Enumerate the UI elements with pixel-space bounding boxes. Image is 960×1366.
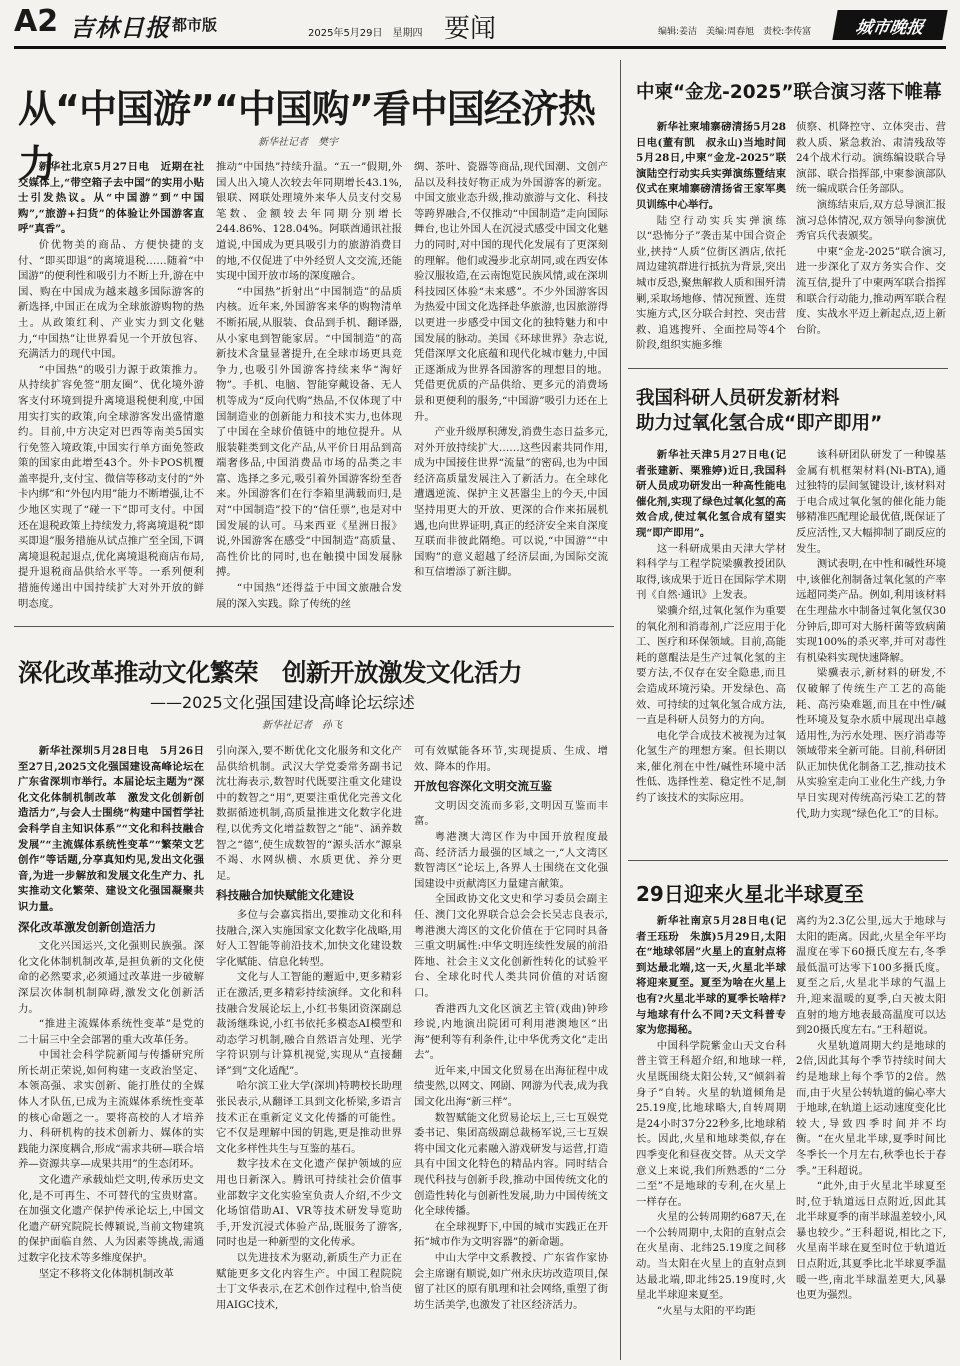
paragraph: 文化遗产承载灿烂文明,传承历史文化,是不可再生、不可替代的宝贵财富。在加强文化遗产保护传承论坛上,中国文化遗产研究院院长傅颖说,当前文物建筑的保护面临自然、人为因素等挑战,需通过数字化技术等多维度保护。: [18, 1174, 204, 1264]
paragraph: 梁骥介绍,过氧化氢作为重要的氧化剂和消毒剂,广泛应用于化工、医疗和环保领域。目前,高能耗的蒽醌法是生产过氧化氢的主要方法,不仅存在安全隐患,而且会造成环境污染。开发绿色、高效、可持续的过氧化氢合成方法,一直是科研人员努力的方向。: [636, 604, 786, 727]
paragraph: 多位与会嘉宾指出,要推动文化和科技融合,深入实施国家文化数字化战略,用好人工智能等前沿技术,加快文化建设数字化赋能、信息化转型。: [216, 908, 402, 968]
paragraph: 以先进技术为驱动,新质生产力正在赋能更多文化内容生产。中国工程院院士丁文华表示,在艺术创作过程中,恰当使用AIGC技术,: [216, 1252, 402, 1311]
paragraph: “火星与太阳的平均距: [656, 1304, 756, 1317]
paper-name: 吉林日报: [70, 13, 170, 42]
article5-subhead: 开放包容深化文明交流互鉴: [414, 779, 552, 794]
paragraph: 这一科研成果由天津大学材料科学与工程学院梁骥教授团队取得,该成果于近日在国际学术期刊《自然·通讯》上发表。: [636, 542, 786, 602]
page-number: A2: [14, 4, 59, 39]
article2-col-left: [636, 120, 786, 360]
paragraph: “推进主流媒体系统性变革”是党的二十届三中全会部署的重大改革任务。: [18, 1018, 204, 1046]
paragraph: 演练结束后,双方总导演汇报演习总体情况,双方领导向参演优秀官兵代表颁奖。: [796, 198, 946, 243]
paragraph: 电化学合成技术被视为过氧化氢生产的理想方案。但长期以来,催化剂在中性/碱性环境中活性低、选择性差、稳定性不足,制约了该技术的实际应用。: [636, 729, 786, 805]
article1-col2: [216, 160, 402, 618]
article5-col2: [216, 744, 402, 1360]
column-divider: [620, 60, 621, 1360]
paragraph: 推动“中国热”持续升温。“五一”假期,外国人出入境人次较去年同期增长43.1%,银联、网联处理境外来华人员支付交易笔数、金额较去年同期分别增长244.86%、128.04%。阿联酋通讯社报道说,中国成为更具吸引力的旅游消费目的地,不仅促进了中外经贸人文交流,还能实现中国开放市场的深度融合。: [216, 161, 402, 283]
paragraph: 离约为2.3亿公里,远大于地球与太阳的距离。因此,火星全年平均温度在零下60摄氏度左右,冬季最低温可达零下100多摄氏度。夏至之后,火星北半球的气温上升,迎来温暖的夏季,白天被太阳直射的地方地表最高温度可以达到20摄氏度左右。”王科超说。: [796, 915, 946, 1037]
paragraph: 测试表明,在中性和碱性环境中,该催化剂制备过氧化氢的产率远超同类产品。例如,利用该材料在生理盐水中制备过氧化氢仅30分钟后,即可对大肠杆菌等致病菌实现100%的杀灭率,并可对毒性有机染料实现快速降解。: [796, 558, 946, 664]
article5-subhead: 深化改革激发创新创造活力: [18, 919, 156, 934]
article4-col-left: [636, 914, 786, 1360]
article2-col-right: [796, 120, 946, 360]
article5-col1: [18, 744, 204, 1360]
paragraph: 中柬“金龙-2025”联合演习,进一步深化了双方务实合作、交流互信,提升了中柬两军联合指挥和联合行动能力,推动两军联合程度、实战水平迈上新起点,迈上新台阶。: [796, 245, 946, 336]
article5-byline: 新华社记者 孙飞: [262, 720, 342, 731]
paragraph: 数智赋能文化贸易论坛上,三七互娱党委书记、集团高级副总裁杨军说,三七互娱将中国文化元素融入游戏研发与运营,打造具有中国文化特色的精品内容。同时结合现代科技与创新手段,推动中国传统文化的创造性转化与创新性发展,助力中国传统文化全球传播。: [414, 1111, 608, 1218]
article5-subhead: 科技融合加快赋能文化建设: [216, 888, 354, 903]
edition-label: 都市版: [172, 16, 218, 34]
paragraph: 梁骥表示,新材料的研发,不仅破解了传统生产工艺的高能耗、高污染难题,而且在中性/碱性环境及复杂水质中展现出卓越适用性,为污水处理、医疗消毒等领域带来全新可能。目前,科研团队正加快优化制备工艺,推动技术从实验室走向工业化生产线,力争早日实现对传统高污染工艺的替代,助力实现“绿色化工”的目标。: [796, 667, 946, 820]
paragraph: 在全球视野下,中国的城市实践正在开拓“城市作为文明容器”的新命题。: [414, 1220, 608, 1249]
paragraph: 中国社会科学院新闻与传播研究所所长胡正荣说,如何构建一支政治坚定、本领高强、求实创新、能打胜仗的全媒体人才队伍,已成为主流媒体系统性变革的核心命题之一。要将高校的人才培养力、科研机构的技术创新力、媒体的实践能力深度耦合,形成“需求共研—联合培养—资源共享—成果共用”的生态闭环。: [18, 1049, 204, 1171]
article1-byline: 新华社记者 樊宇: [258, 137, 338, 148]
article4-title: 29日迎来火星北半球夏至: [636, 882, 864, 906]
paragraph: 新华社南京5月28日电(记者王珏玢 朱旗)5月29日,太阳在“地球邻居”火星上的直射点将到达最北端,这一天,火星北半球将迎来夏至。夏至为啥在火星上也有?火星北半球的夏季长啥样?与地球有什么不同?天文科普专家为您揭秘。: [636, 915, 786, 1037]
section-divider: [14, 626, 614, 627]
article3-title-line1: 我国科研人员研发新材料: [636, 388, 840, 409]
paragraph: 引向深入,要不断优化文化服务和文化产品供给机制。武汉大学党委常务副书记沈壮海表示,数智时代既要注重文化建设中的数智之“用”,更要注重优化完善文化数据循迹机制,高质量推进文化数字化进程,以优秀文化增益数智之“能”、涵养数智之“德”,使生成数智的“源头活水”源泉不竭、水网纵横、水质更优、养分更足。: [216, 745, 402, 882]
paragraph: 近年来,中国文化贸易在出海征程中成绩斐然,以网文、网剧、网游为代表,成为我国文化出海“新三样”。: [414, 1064, 608, 1109]
paragraph: “此外,由于火星北半球夏至时,位于轨道远日点附近,因此其北半球夏季的南半球温差较小,风暴也较少。”王科超说,相比之下,火星南半球在夏至时位于轨道近日点附近,其夏季比北半球夏季温暖一些,南北半球温差更大,风暴也更为强烈。: [796, 1180, 946, 1302]
paragraph: “中国热”还得益于中国文旅融合发展的深入实践。除了传统的丝: [216, 582, 402, 610]
brand-text: 城市晚报: [853, 17, 926, 38]
paragraph: 侦察、机降控守、立体突击、营救人质、紧急救治、肃清残敌等24个战术行动。演练编设联合导演部、联合指挥部,中柬参演部队统一编成联合任务部队。: [796, 121, 946, 196]
article3-col-left: [636, 448, 786, 850]
masthead-rule: [14, 46, 946, 49]
paragraph: 文化兴国运兴,文化强则民族强。深化文化体制机制改革,是担负新的文化使命的必然要求,必须通过改革进一步破解深层次体制机制障碍,激发文化创新活力。: [18, 940, 204, 1015]
paragraph: 绸、茶叶、瓷器等商品,现代国潮、文创产品以及科技好物正成为外国游客的新宠。中国文旅业态升级,推动旅游与文化、科技等跨界融合,不仅推动“中国制造”走向国际舞台,也让外国人在沉浸式感受中国文化魅力的同时,对中国的现代化发展有了更深刻的理解。他们或漫步北京胡同,或在西安体验汉服妆造,在云南饱览民族风情,或在深圳科技园区体验“未来感”。不少外国游客因为热爱中国文化选择赴华旅游,也因旅游得以更进一步感受中国文化的独特魅力和中国发展的脉动。美国《环球世界》杂志说,凭借深厚文化底蕴和现代化城市魅力,中国正逐渐成为世界各国游客的理想目的地。凭借更优质的产品供给、更多元的消费场景和更便利的服务,“中国游”吸引力还在上升。: [414, 161, 608, 423]
paragraph: 数字技术在文化遗产保护领域的应用也日新深入。腾讯可持续社会价值事业部数字文化实验室负责人介绍,不少文化场馆借助AI、VR等技术研发导览助手,开发沉浸式体验产品,既服务了游客,同时也是一种新型的文化传承。: [216, 1158, 402, 1249]
article4-col-right: [796, 914, 946, 1360]
article2-title: 中柬“金龙-2025”联合演习落下帷幕: [636, 82, 942, 103]
article3-title-line2: 助力过氧化氢合成“即产即用”: [636, 413, 883, 434]
paragraph: 可有效赋能各环节,实现提质、生成、增效、降本的作用。: [414, 745, 608, 773]
section-divider: [628, 860, 948, 861]
paragraph: 中山大学中文系教授、广东省作家协会主席谢有顺说,如广州永庆坊改造项目,保留了社区的原有肌理和社会网络,重塑了街坊生活美学,也激发了社区经济活力。: [414, 1252, 608, 1311]
masthead: [0, 0, 960, 50]
paragraph: 哈尔滨工业大学(深圳)特聘校长助理张民表示,从翻译工具到文化桥梁,多语言技术正在重新定义文化传播的可能性。它不仅是理解中国的钥匙,更是推动世界文化多样性共生与互鉴的基石。: [216, 1080, 402, 1155]
article5-title: 深化改革推动文化繁荣 创新开放激发文化活力: [18, 658, 522, 687]
editors-credit: 编辑:姜洁 美编:周春旭 责校:李传富: [658, 27, 812, 37]
issue-date: 2025年5月29日 星期四: [308, 28, 423, 39]
paragraph: 陆空行动实兵实弹演练以“恐怖分子”袭击某中国合资企业,挟持“人质”位街区酒店,依托周边建筑群进行抵抗为背景,突出城市反恐,聚焦解救人质和围歼清剿,采取场地修、情况预置、连贯实施方式,区分联合封控、突击营救、追逃搜歼、全面控局等4个阶段,组织实施多维: [636, 214, 786, 352]
paragraph: 中国科学院紫金山天文台科普主管王科超介绍,和地球一样,火星既围绕太阳公转,又“倾斜着身子”自转。火星的轨道倾角是25.19度,比地球略大,自转周期是24小时37分22秒多,比地球稍长。因此,火星和地球类似,存在四季变化和昼夜交替。从天文学意义上来说,我们所熟悉的“二分二至”不是地球的专利,在火星上一样存在。: [636, 1039, 786, 1208]
article3-col-right: [796, 448, 946, 850]
paragraph: 价优物美的商品、方便快捷的支付、“即买即退”的离境退税……随着“中国游”的便利性和吸引力不断上升,游在中国、购在中国成为越来越多国际游客的新选择,中国正在成为全球旅游购物的热土。从政策红利、产业实力到文化魅力,“中国热”让世界看见一个开放包容、充满活力的现代中国。: [18, 238, 204, 361]
paragraph: 新华社天津5月27日电(记者张建新、栗雅婷)近日,我国科研人员成功研发出一种高性能电催化剂,实现了绿色过氧化氢的高效合成,使过氧化氢合成有望实现“即产即用”。: [636, 449, 786, 539]
paragraph: 文化与人工智能的邂逅中,更多精彩正在激活,更多精彩持续演绎。文化和科技融合发展论坛上,小红书集团资深副总裁汤继珠说,小红书依托多模态AI模型和动态学习机制,融合自然语言处理、光学字符识别与计算机视觉,实现从“直接翻译”到“文化适配”。: [216, 971, 402, 1077]
article1-title: 从“中国游”“中国购”看中国经济热力: [18, 87, 595, 186]
article5-col3: [414, 744, 608, 1360]
paragraph: 文明因交流而多彩,文明因互鉴而丰富。: [414, 799, 608, 828]
paragraph: 火星的公转周期约687天,在一个公转周期中,太阳的直射点会在火星南、北纬25.19度之间移动。当太阳在火星上的直射点到达最北端,即北纬25.19度时,火星北半球迎来夏至。: [636, 1211, 786, 1302]
paragraph: 新华社北京5月27日电 近期在社交媒体上,“带空箱子去中国”的实用小贴士引发热议。从“中国游”到“中国购”,“旅游+扫货”的体验让外国游客直呼“真香”。: [18, 161, 204, 236]
paragraph: 新华社深圳5月28日电 5月26日至27日,2025文化强国建设高峰论坛在广东省深圳市举行。本届论坛主题为“深化文化体制机制改革 激发文化创新创造活力”,与会人士围绕“构建中国哲学社会科学自主知识体系”“文化和科技融合发展”“主流媒体系统性变革”“繁荣文艺创作”等话题,分享真知灼见,发出文化强音,为进一步解放和发展文化生产力、扎实推动文化繁荣、建设文化强国凝聚共识力量。: [18, 745, 204, 913]
paragraph: 该科研团队研发了一种镍基金属有机框架材料(Ni-BTA),通过独特的层间氢键设计,该材料对于电合成过氧化氢的催化能力能够精准匹配理论最优值,既保证了反应活性,又大幅抑制了副反应的发生。: [796, 449, 946, 555]
paragraph: “中国热”的吸引力源于政策推力。从持续扩容免签“朋友圈”、优化境外游客支付环境到提升离境退税便利度,中国用实打实的政策,向全球游客发出盛情邀约。目前,中方决定对巴西等南美5国实行免签入境政策,中国实行单方面免签政策的国家由此增至43个。外卡POS机覆盖率提升,支付宝、微信等移动支付的“外卡内绑”和“外包内用”能力不断增强,让不少地区实现了“碰一下”即可支付。中国还在退税政策上持续发力,将离境退税“即买即退”服务措施从试点推广至全国,下调离境退税起退点,优化离境退税商店布局,提升退税商品供给水平等。一系列便利措施传递出中国持续扩大对外开放的鲜明态度。: [18, 363, 204, 610]
paragraph: 坚定不移将文化体制机制改革: [38, 1267, 174, 1280]
article3-title: [636, 386, 952, 436]
paragraph: 新华社柬埔寨磅清扬5月28日电(董有凯 叔永山)当地时间5月28日,中柬“金龙-2025”联演陆空行动实兵实弹演练暨结束仪式在柬埔寨磅清扬省王家军奥贝训练中心举行。: [636, 121, 786, 211]
paragraph: 全国政协文化文史和学习委员会副主任、澳门文化界联合总会会长吴志良表示,粤港澳大湾区的文化价值在于它同时具备三重文明属性:中华文明连续性发展的前沿阵地、社会主义文化创新性转化的试验平台、全球化时代人类共同价值的对话窗口。: [414, 893, 608, 999]
article5-subtitle: ——2025文化强国建设高峰论坛综述: [150, 693, 415, 712]
article1-col3: [414, 160, 608, 618]
paragraph: 产业升级厚积薄发,消费生态日益多元,对外开放持续扩大……这些因素共同作用,成为中国接住世界“流量”的密码,也为中国经济高质量发展注入了新活力。在全球化遭遇逆流、保护主义甚嚣尘上的今天,中国坚持用更大的开放、更深的合作来拓展机遇,也向世界证明,真正的经济安全来自深度互联而非彼此隔绝。可以说,“中国游”“中国购”的意义超越了经济层面,为国际交流和互信增添了新注脚。: [414, 426, 608, 579]
paragraph: “中国热”折射出“中国制造”的品质内核。近年来,外国游客来华的购物清单不断拓展,从服装、食品到手机、翻译器,从小家电到智能家居。“中国制造”的高新技术含量显著提升,在全球市场更具竞争力,也吸引外国游客持续来华“淘好物”。手机、电脑、智能穿戴设备、无人机等成为“反向代购”热品,不仅体现了中国制造业的创新能力和技术实力,也体现了中国在全球价值链中的地位提升。从服装鞋类到文化产品,从平价日用品到高端奢侈品,中国消费品市场的品类之丰富、选择之多元,吸引着外国游客纷至沓来。外国游客们在行李箱里满载而归,是对“中国制造”投下的“信任票”,也是对中国发展的认可。马来西亚《星洲日报》说,外国游客在感受“中国制造”高质量、高性价比的同时,也在触摸中国发展脉搏。: [216, 285, 402, 579]
brand-logo: [832, 10, 947, 40]
section-divider: [628, 368, 948, 369]
paragraph: 粤港澳大湾区作为中国开放程度最高、经济活力最强的区域之一,“人文湾区数智湾区”论坛上,各界人士围绕在文化强国建设中贡献湾区力量建言献策。: [414, 830, 608, 890]
section-title: 要闻: [444, 14, 497, 44]
paragraph: 火星轨道周期大约是地球的2倍,因此其每个季节持续时间大约是地球上每个季节的2倍。然而,由于火星公转轨道的偏心率大于地球,在轨道上运动速度变化比较大,导致四季时间并不均衡。“在火星北半球,夏季时间比冬季长一个月左右,秋季也长于春季。”王科超说。: [796, 1039, 946, 1177]
article1-col1: [18, 160, 204, 618]
paragraph: 香港西九文化区演艺主管(戏曲)钟珍珍说,内地演出院团可利用港澳地区“出海”便利等有利条件,让中华优秀文化“走出去”。: [414, 1002, 608, 1062]
